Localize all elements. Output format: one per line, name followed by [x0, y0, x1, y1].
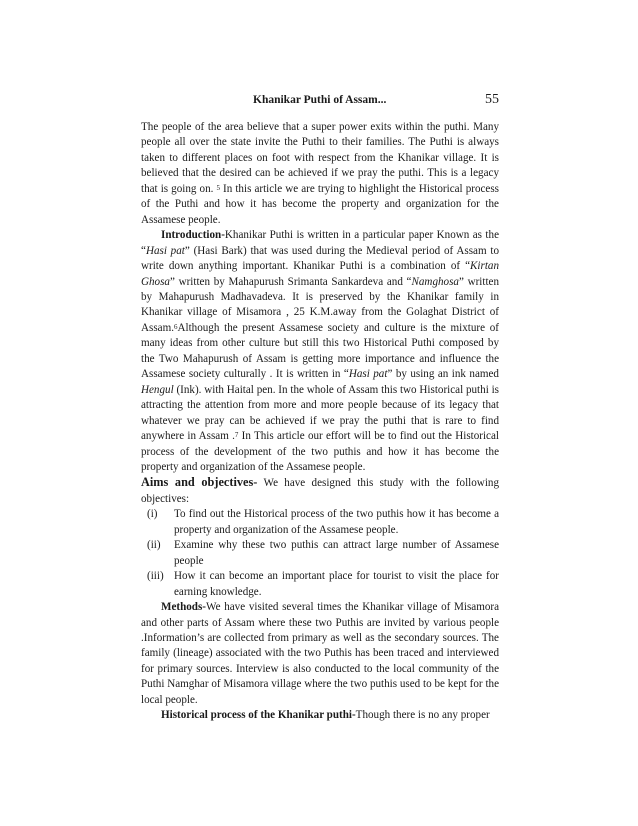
introduction-paragraph: Introduction-Khanikar Puthi is written in a particular paper Known as the “Hasi pat” (Hasi Bark) that was used during the Medieval period of Assam to write down anything important. Khanikar Puthi is a combination of “Kirtan Ghosa” written by Mahapurush Srimanta Sankardeva and “Namghosa” written by Mahapurush Madhavadeva. It is preserved by the Khanikar family in Khanikar village of Misamora , 25 K.M.away from the Golaghat District of Assam.$^6$Although the present Assamese society and culture is the mixture of many ideas from other culture but still this two Historical Puthi composed by the Two Mahapurush of Assam is getting more importance and influence the Assamese society culturally . It is written in “Hasi pat” by using an ink named Hengul (Ink). with Haital pen. In the whole of Assam this two Historical puthi is attracting the attention from more and more people because of its legacy that whatever we pray can be achieved if we pray the puthi that is rare to find anywhere in Assam .$^7$ In This article our effort will be to find out the Historical process of the development of the two puthis and how it has become the property and organization of the Assamese people.	[141, 229, 499, 473]
objective-item: (i) To find out the Historical process of the two puthis how it has become a property and organization of the Assamese people.	[147, 508, 499, 536]
footnote-ref-7: 7	[234, 431, 239, 440]
introduction-heading: Introduction-	[161, 229, 225, 242]
footnote-ref-6: 6	[173, 322, 178, 331]
objective-item: (ii) Examine why these two puthis can attract large number of Assamese people	[147, 539, 499, 567]
opening-paragraph: The people of the area believe that a super power exits within the puthi. Many people all over the state invite the Puthi to their families. The Puthi is always taken to different places on foot with respect from the Khanikar village. It is believed that the desired can be achieved if we pray the puthi. This is a legacy that is going on. $^5$ In this article we are trying to highlight the Historical process of the Puthi and how it has become the property and organization for the Assamese people.	[141, 121, 499, 226]
running-title: Khanikar Puthi of Assam...	[253, 94, 387, 106]
aims-paragraph: Aims and objectives- We have designed this study with the following objectives:	[141, 475, 499, 505]
running-header	[141, 94, 499, 110]
historical-paragraph: Historical process of the Khanikar puthi-Though there is no any proper	[161, 709, 490, 722]
aims-heading: Aims and objectives-	[141, 475, 258, 490]
footnote-ref-5: 5	[216, 183, 220, 192]
page-number: 55	[485, 92, 499, 107]
methods-heading: Methods-	[161, 601, 206, 614]
methods-paragraph: Methods-We have visited several times the Khanikar village of Misamora and other parts of Assam where these two Puthis are invited by various people .Information’s are collected from primary as well as the secondary sources. The family (lineage) associated with the two Puthis has been traced and interviewed for primary sources. Interview is also conducted to the local community of the Puthi Namghar of Misamora village where the two puthis used to be kept for the local people.	[141, 601, 499, 706]
page-body	[141, 120, 499, 724]
objective-item: (iii) How it can become an important place for tourist to visit the place for earning knowledge.	[147, 570, 499, 598]
historical-heading: Historical process of the Khanikar puthi-	[161, 709, 356, 722]
